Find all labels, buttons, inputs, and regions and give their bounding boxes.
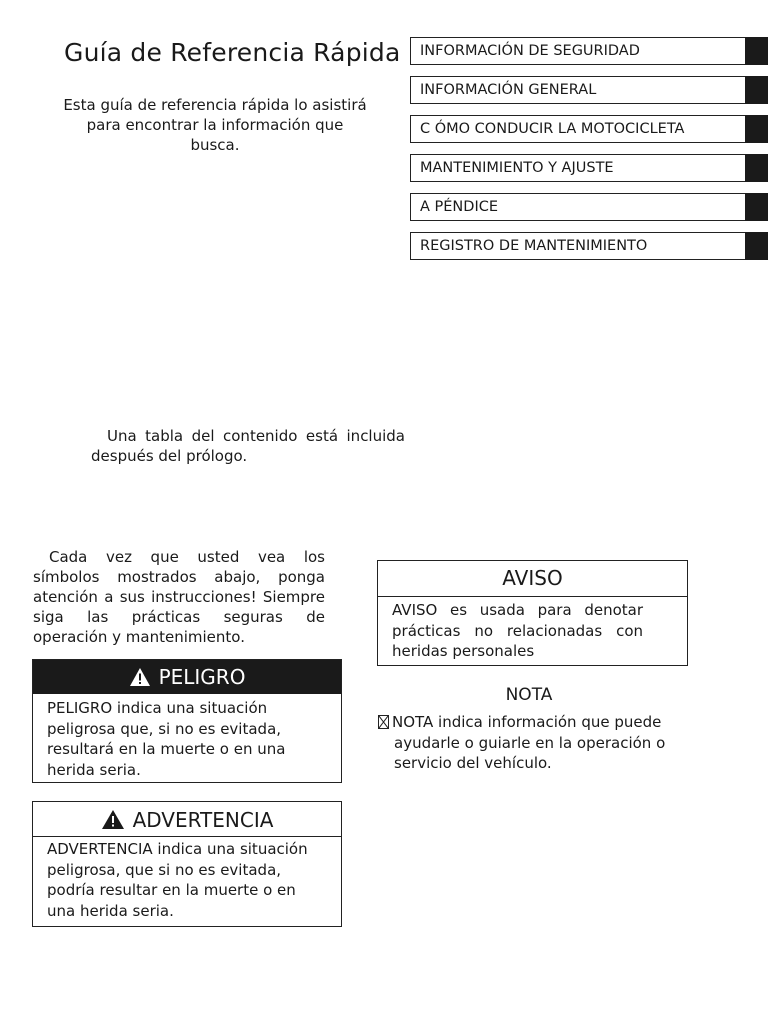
advertencia-body: ADVERTENCIA indica una situación peligrosa, que si no es evitada, podría resultar en la muerte o en una herida seria. <box>47 840 308 920</box>
symbols-intro: Cada vez que usted vea los símbolos mostrados abajo, ponga atención a sus instrucciones! Siempre siga las prácticas seguras de operación y mantenimiento. <box>33 548 325 646</box>
section-thumb-tab <box>745 193 768 221</box>
aviso-box <box>377 560 688 666</box>
section-tab-mantenimiento[interactable] <box>410 154 768 182</box>
nota-heading: NOTA <box>505 685 553 705</box>
peligro-heading: PELIGRO <box>158 665 246 689</box>
advertencia-header <box>33 802 341 837</box>
section-thumb-tab <box>745 232 768 260</box>
section-tab-label: MANTENIMIENTO Y AJUSTE <box>420 160 614 176</box>
aviso-heading: AVISO <box>378 561 687 597</box>
section-tab-general[interactable] <box>410 76 768 104</box>
advertencia-box <box>32 801 342 927</box>
page-title: Guía de Referencia Rápida <box>64 38 401 67</box>
peligro-body: PELIGRO indica una situación peligrosa que, si no es evitada, resultará en la muerte o en una herida seria. <box>47 699 286 779</box>
section-tab-label: A PÉNDICE <box>420 199 499 215</box>
section-index <box>410 37 768 271</box>
section-tab-seguridad[interactable] <box>410 37 768 65</box>
advertencia-heading: ADVERTENCIA <box>132 808 274 832</box>
warning-triangle-icon <box>129 667 151 687</box>
peligro-box <box>32 659 342 783</box>
section-tab-conducir[interactable] <box>410 115 768 143</box>
section-tab-label: C ÓMO CONDUCIR LA MOTOCICLETA <box>420 121 685 137</box>
peligro-header <box>33 660 341 694</box>
toc-note: Una tabla del contenido está incluida después del prólogo. <box>91 427 405 465</box>
aviso-body: AVISO es usada para denotar prácticas no relacionadas con heridas personales <box>392 601 643 660</box>
nota-section <box>378 712 678 774</box>
warning-triangle-icon <box>101 809 125 830</box>
section-tab-apendice[interactable] <box>410 193 768 221</box>
section-thumb-tab <box>745 76 768 104</box>
section-tab-label: INFORMACIÓN DE SEGURIDAD <box>420 43 640 59</box>
section-tab-registro[interactable] <box>410 232 768 260</box>
section-tab-label: REGISTRO DE MANTENIMIENTO <box>420 238 648 254</box>
nota-box-icon <box>378 715 389 729</box>
nota-body: NOTA indica información que puede ayudarle o guiarle en la operación o servicio del vehículo. <box>392 713 666 772</box>
intro-text: Esta guía de referencia rápida lo asistirá para encontrar la información que busca. <box>63 96 367 154</box>
section-tab-label: INFORMACIÓN GENERAL <box>420 82 597 98</box>
section-thumb-tab <box>745 115 768 143</box>
section-thumb-tab <box>745 154 768 182</box>
section-thumb-tab <box>745 37 768 65</box>
